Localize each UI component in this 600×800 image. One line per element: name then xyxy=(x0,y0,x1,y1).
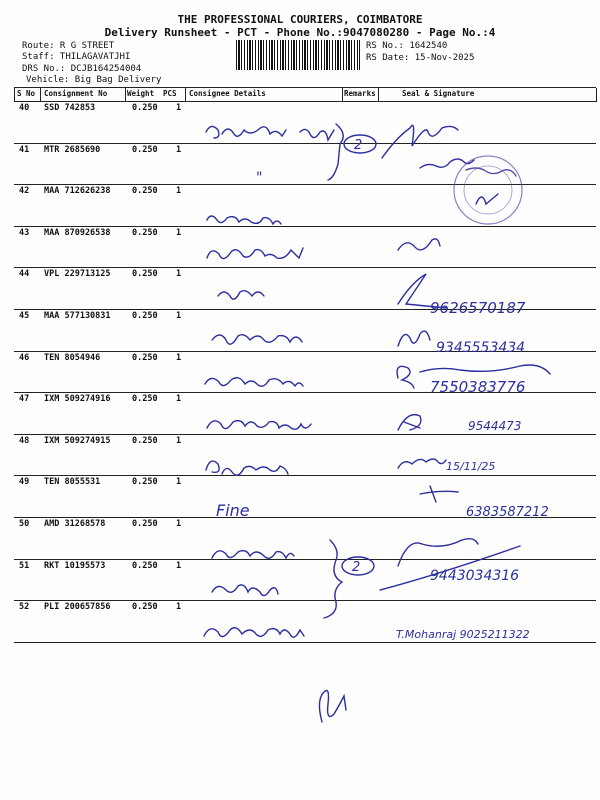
phone-number: 9544473 xyxy=(468,419,522,433)
row-pcs: 1 xyxy=(176,394,182,405)
col-header-seal: Seal & Signature xyxy=(402,89,475,98)
row-sno: 43 xyxy=(19,227,30,238)
col-divider xyxy=(14,88,15,102)
row-weight: 0.250 xyxy=(132,103,158,113)
row-separator xyxy=(14,642,596,643)
row-weight: 0.250 xyxy=(132,311,158,321)
row-consignment: PLI 200657856 xyxy=(44,602,111,613)
row-pcs: 1 xyxy=(176,186,182,197)
col-divider xyxy=(40,88,41,102)
ditto-mark: " xyxy=(256,170,263,186)
row-pcs: 1 xyxy=(176,560,182,571)
consignee-handwriting xyxy=(205,378,303,387)
row-sno: 52 xyxy=(19,602,30,613)
row-separator xyxy=(14,267,596,268)
handwriting-text-group xyxy=(216,138,549,641)
date-handwritten: 15/11/25 xyxy=(446,460,496,473)
row-consignment: MAA 870926538 xyxy=(44,227,111,238)
barcode xyxy=(236,40,360,70)
phone-number: 6383587212 xyxy=(466,505,549,520)
count-circle xyxy=(344,135,376,153)
seal-stamp xyxy=(476,194,498,204)
signature xyxy=(398,415,421,430)
row-sno: 49 xyxy=(19,477,30,488)
row-weight: 0.250 xyxy=(132,560,158,571)
col-header-remarks: Remarks xyxy=(344,89,376,98)
signature xyxy=(420,159,474,168)
col-header-sno: S No xyxy=(17,89,36,98)
seal-stamp xyxy=(464,166,512,214)
row-weight: 0.250 xyxy=(132,477,158,488)
header-bottom-line xyxy=(14,101,596,102)
signature xyxy=(380,539,520,590)
bracket-mark xyxy=(328,124,343,180)
row-pcs: 1 xyxy=(176,435,182,446)
row-separator xyxy=(14,226,596,227)
row-separator xyxy=(14,517,596,518)
row-consignment: IXM 509274916 xyxy=(44,394,111,405)
consignee-handwriting xyxy=(212,585,278,596)
consignee-handwriting xyxy=(207,421,311,430)
signature xyxy=(319,691,346,723)
row-separator xyxy=(14,600,596,601)
col-divider xyxy=(185,88,186,102)
runsheet-title: Delivery Runsheet - PCT - Phone No.:9047080280 - Page No.:4 xyxy=(104,26,496,39)
col-header-consignment: Consignment No xyxy=(44,89,108,98)
row-sno: 51 xyxy=(19,560,30,571)
row-separator xyxy=(14,475,596,476)
row-separator xyxy=(14,143,596,144)
consignee-handwriting xyxy=(212,551,294,559)
row-weight: 0.250 xyxy=(132,186,158,197)
row-sno: 46 xyxy=(19,352,30,363)
row-consignment: MAA 712626238 xyxy=(44,186,111,197)
row-consignment: AMD 31268578 xyxy=(44,519,106,529)
row-consignment: SSD 742853 xyxy=(44,103,96,113)
row-consignment: RKT 10195573 xyxy=(44,560,106,571)
consignee-handwriting xyxy=(218,291,264,300)
row-separator xyxy=(14,309,596,310)
staff-label: Staff: THILAGAVATJHI xyxy=(22,52,131,62)
table-top-line xyxy=(14,87,596,88)
row-weight: 0.250 xyxy=(132,394,158,405)
signature xyxy=(398,459,446,468)
phone-number: 9345553434 xyxy=(436,340,526,356)
signature xyxy=(420,486,458,502)
row-consignment: MAA 577130831 xyxy=(44,311,111,321)
row-sno: 50 xyxy=(19,519,30,529)
row-sno: 40 xyxy=(19,103,30,113)
vehicle-label: Vehicle: Big Bag Delivery xyxy=(26,75,162,85)
row-sno: 42 xyxy=(19,186,30,197)
row-weight: 0.250 xyxy=(132,269,158,280)
row-weight: 0.250 xyxy=(132,519,158,529)
row-pcs: 1 xyxy=(176,311,182,321)
rs-date: RS Date: 15-Nov-2025 xyxy=(366,53,475,63)
row-consignment: IXM 509274915 xyxy=(44,435,111,446)
consignee-handwriting xyxy=(206,461,288,475)
row-sno: 48 xyxy=(19,435,30,446)
seal-stamp xyxy=(454,156,522,224)
signature-name: T.Mohanraj 9025211322 xyxy=(396,628,530,641)
col-divider xyxy=(596,88,597,102)
col-header-pcs: PCS xyxy=(163,89,177,98)
row-weight: 0.250 xyxy=(132,227,158,238)
row-pcs: 1 xyxy=(176,103,182,113)
col-divider xyxy=(378,88,379,102)
bracket-mark xyxy=(324,540,342,618)
row-pcs: 1 xyxy=(176,602,182,613)
row-separator xyxy=(14,434,596,435)
col-divider xyxy=(125,88,126,102)
signature xyxy=(398,274,446,308)
row-consignment: MTR 2685690 xyxy=(44,144,101,155)
row-weight: 0.250 xyxy=(132,602,158,613)
row-pcs: 1 xyxy=(176,227,182,238)
drs-label: DRS No.: DCJB164254004 xyxy=(22,64,142,74)
row-sno: 47 xyxy=(19,394,30,405)
consignee-handwriting xyxy=(212,335,302,345)
consignee-handwriting xyxy=(207,248,303,259)
phone-number: 9443034316 xyxy=(430,568,520,584)
phone-number: 7550383776 xyxy=(430,378,526,396)
row-separator xyxy=(14,184,596,185)
row-consignment: TEN 8054946 xyxy=(44,352,101,363)
row-sno: 41 xyxy=(19,144,30,155)
row-separator xyxy=(14,392,596,393)
phone-number: 9626570187 xyxy=(430,299,526,317)
row-separator xyxy=(14,559,596,560)
row-sno: 44 xyxy=(19,269,30,280)
row-sno: 45 xyxy=(19,311,30,321)
seal-stamp xyxy=(466,168,516,176)
row-weight: 0.250 xyxy=(132,144,158,155)
row-pcs: 1 xyxy=(176,269,182,280)
signature xyxy=(397,365,550,388)
col-header-weight: Weight xyxy=(127,89,155,98)
row-consignment: TEN 8055531 xyxy=(44,477,101,488)
consignee-text: Fine xyxy=(216,501,250,520)
col-divider xyxy=(342,88,343,102)
signature xyxy=(398,239,440,250)
signature xyxy=(398,331,430,346)
row-separator xyxy=(14,351,596,352)
col-header-consignee: Consignee Details xyxy=(189,89,266,98)
row-pcs: 1 xyxy=(176,477,182,488)
consignee-handwriting xyxy=(204,628,304,637)
count-number: 2 xyxy=(354,138,363,153)
row-pcs: 1 xyxy=(176,352,182,363)
rs-number: RS No.: 1642540 xyxy=(366,41,448,51)
row-weight: 0.250 xyxy=(132,435,158,446)
row-pcs: 1 xyxy=(176,519,182,529)
count-number: 2 xyxy=(352,560,361,575)
route-label: Route: R G STREET xyxy=(22,41,115,51)
company-title: THE PROFESSIONAL COURIERS, COIMBATORE xyxy=(177,13,423,26)
consignee-handwriting xyxy=(207,216,281,224)
consignee-handwriting xyxy=(206,126,334,140)
row-pcs: 1 xyxy=(176,144,182,155)
row-weight: 0.250 xyxy=(132,352,158,363)
row-consignment: VPL 229713125 xyxy=(44,269,111,280)
count-circle xyxy=(342,557,374,575)
